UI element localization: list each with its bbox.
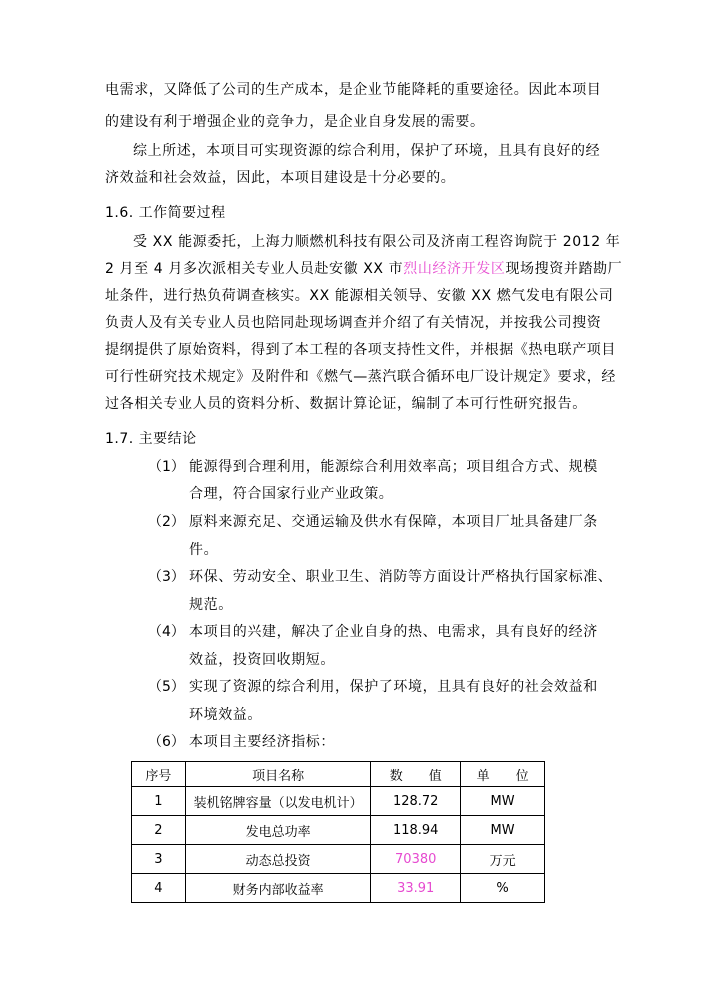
table-cell: MW [461, 816, 545, 845]
list-number: （1） [148, 459, 185, 475]
paragraph-line: 综上所述，本项目可实现资源的综合利用，保护了环境，且具有良好的经 [133, 143, 601, 159]
paragraph-line [105, 259, 622, 279]
paragraph-line: 可行性研究技术规定》及附件和《燃气—蒸汽联合循环电厂设计规定》要求，经 [105, 369, 616, 385]
table-cell: 动态总投资 [185, 845, 370, 874]
table-header-cell: 序号 [132, 762, 186, 787]
list-item: 本项目的兴建，解决了企业自身的热、电需求，具有良好的经济 [189, 624, 598, 640]
list-item: 件。 [189, 542, 219, 558]
paragraph-line: 的建设有利于增强企业的竞争力，是企业自身发展的需要。 [105, 114, 485, 130]
list-number: （5） [148, 679, 185, 695]
table-cell: 万元 [461, 845, 545, 874]
table-row [132, 787, 545, 816]
text-segment: 2 月至 4 月多次派相关专业人员赴安徽 XX 市 [105, 261, 404, 277]
table-cell: 4 [132, 874, 186, 903]
list-number: （3） [148, 569, 185, 585]
list-item: 效益，投资回收期短。 [189, 652, 335, 668]
table-header-cell: 单 位 [461, 762, 545, 787]
section-heading-1-7: 1.7. 主要结论 [105, 431, 197, 447]
list-item: 实现了资源的综合利用，保护了环境，且具有良好的社会效益和 [189, 679, 598, 695]
section-heading-1-6: 1.6. 工作简要过程 [105, 205, 226, 221]
table-cell: 118.94 [371, 816, 461, 845]
economic-indicators-table [131, 761, 545, 903]
table-cell: 1 [132, 787, 186, 816]
list-item: 规范。 [189, 597, 233, 613]
table-cell: 2 [132, 816, 186, 845]
paragraph-line: 过各相关专业人员的资料分析、数据计算论证，编制了本可行性研究报告。 [105, 396, 587, 412]
paragraph-line: 受 XX 能源委托，上海力顺燃机科技有限公司及济南工程咨询院于 2012 年 [133, 234, 621, 250]
paragraph-line: 济效益和社会效益，因此，本项目建设是十分必要的。 [105, 170, 456, 186]
table-cell: % [461, 874, 545, 903]
table-cell-highlighted: 70380 [371, 845, 461, 874]
table-cell: 3 [132, 845, 186, 874]
table-row [132, 816, 545, 845]
text-segment: 现场搜资并踏勘厂 [505, 261, 623, 277]
list-number: （4） [148, 624, 185, 640]
list-item: 本项目主要经济指标： [189, 734, 335, 750]
table-cell: 装机铭牌容量（以发电机计） [185, 787, 370, 816]
table-cell: 发电总功率 [185, 816, 370, 845]
table-cell-highlighted: 33.91 [371, 874, 461, 903]
list-item: 能源得到合理利用，能源综合利用效率高；项目组合方式、规模 [189, 459, 598, 475]
table-header-cell: 数 值 [371, 762, 461, 787]
table-header-row [132, 762, 545, 787]
list-item: 环境效益。 [189, 707, 262, 723]
table-cell: MW [461, 787, 545, 816]
table-header-cell: 项目名称 [185, 762, 370, 787]
list-item: 环保、劳动安全、职业卫生、消防等方面设计严格执行国家标准、 [189, 569, 613, 585]
list-item: 合理，符合国家行业产业政策。 [189, 486, 394, 502]
list-number: （6） [148, 734, 185, 750]
table-cell: 128.72 [371, 787, 461, 816]
table-cell: 财务内部收益率 [185, 874, 370, 903]
paragraph-line: 提纲提供了原始资料，得到了本工程的各项支持性文件，并根据《热电联产项目 [105, 342, 616, 358]
list-item: 原料来源充足、交通运输及供水有保障，本项目厂址具备建厂条 [189, 514, 598, 530]
paragraph-line: 址条件，进行热负荷调查核实。XX 能源相关领导、安徽 XX 燃气发电有限公司 [105, 288, 614, 304]
table-row [132, 874, 545, 903]
list-number: （2） [148, 514, 185, 530]
paragraph-line: 电需求，又降低了公司的生产成本，是企业节能降耗的重要途径。因此本项目 [105, 82, 602, 98]
paragraph-line: 负责人及有关专业人员也陪同赴现场调查并介绍了有关情况，并按我公司搜资 [105, 315, 602, 331]
highlighted-location: 烈山经济开发区 [403, 261, 506, 277]
table-row [132, 845, 545, 874]
